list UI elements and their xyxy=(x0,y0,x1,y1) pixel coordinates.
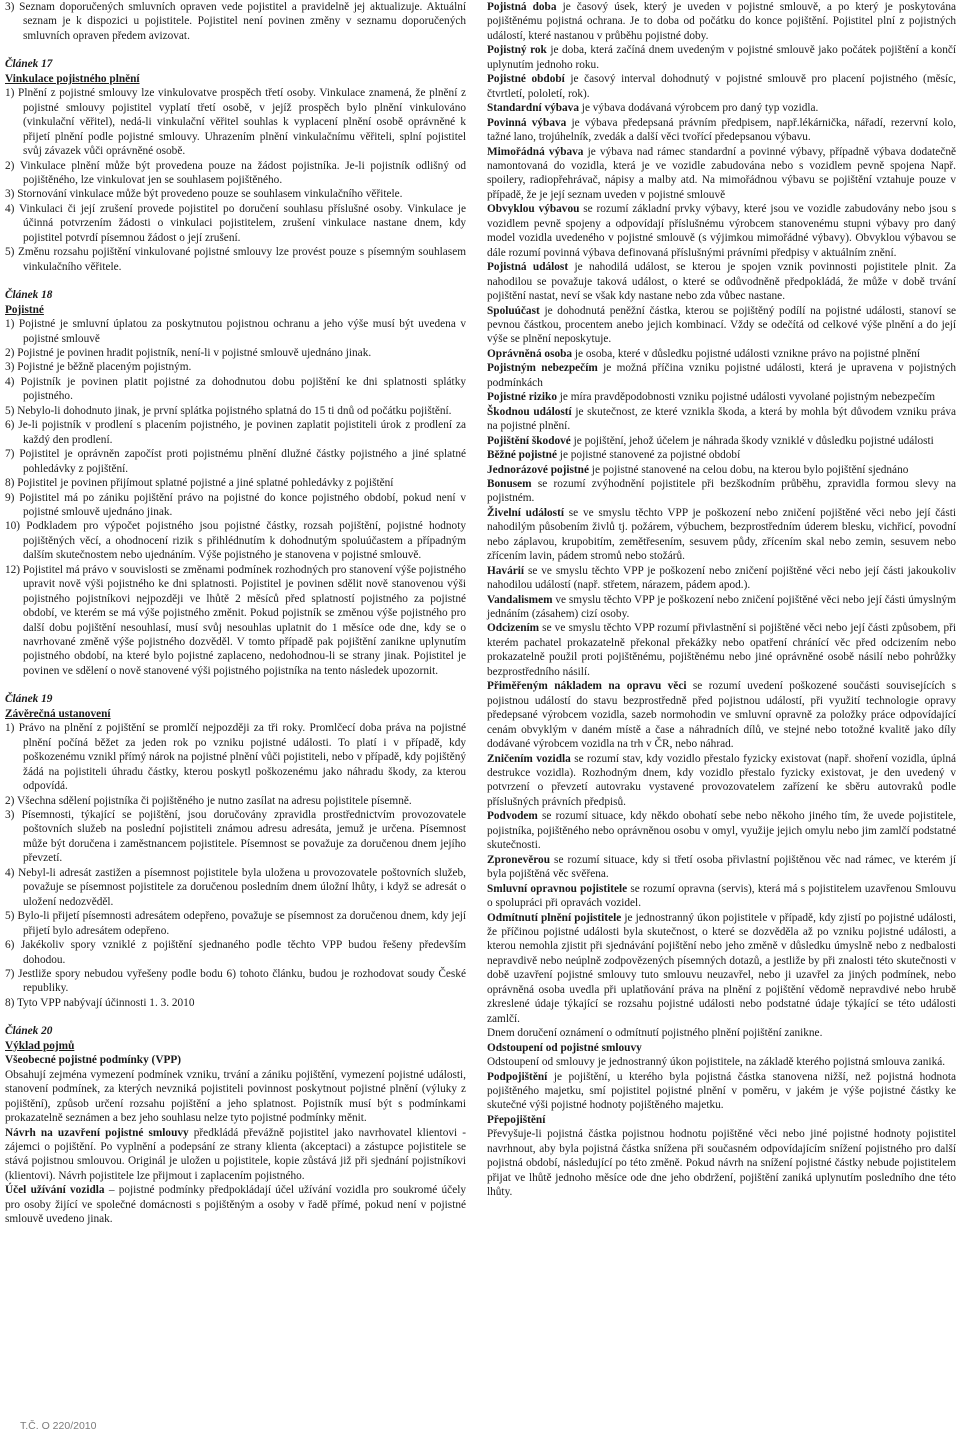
definition-text: se ve smyslu těchto VPP rozumí přivlastnění si pojištěné věci nebo její části způsobem, při kterém pachatel prokazatelně překonal překážky nebo opatření chránící věc před odcizením nebo prokazatelně použil proti pojištěnému, pojištěnému nebo jiné oprávněné osobě násilí nebo pohrůžky bezprostředního násilí. xyxy=(487,622,956,678)
definition-text: se rozumí stav, kdy vozidlo přestalo fyzicky existovat (např. shoření vozidla, úplná destrukce vozidla). Rozhodným dnem, kdy vozidlo přestalo fyzicky existovat, je den uvedený v potvrzení o převzetí autovraku vystavené provozovatelem zařízení ke sběru autovraků podle příslušných právních předpisů. xyxy=(487,752,956,808)
definition-term: Pojištění škodové xyxy=(487,434,571,447)
definition-paragraph xyxy=(487,477,956,506)
definition-text: je míra pravděpodobnosti vzniku pojistné události vyvolané pojistným nebezpečím xyxy=(556,391,936,404)
left-column xyxy=(5,0,466,1227)
definition-term: Standardní výbava xyxy=(487,102,579,115)
definition-term: Návrh na uzavření pojistné smlouvy xyxy=(5,1126,189,1139)
definition-paragraph xyxy=(487,506,956,564)
definition-paragraph xyxy=(487,260,956,303)
definition-text: je pojištění, jehož účelem je náhrada škody vzniklé v důsledku pojistné události xyxy=(570,434,934,447)
definition-term: Zpronevěrou xyxy=(487,853,550,866)
article-heading: Pojistné xyxy=(5,303,44,316)
definition-term: Mimořádná výbava xyxy=(487,145,584,158)
article-heading: Výklad pojmů xyxy=(5,1039,75,1052)
definition-text: se ve smyslu těchto VPP je poškození nebo zničení pojištěné věci nebo její části jakoukoliv nahodilou událostí (např. střetem, nárazem, pádem apod.). xyxy=(487,564,956,592)
definition-text: je časový úsek, který je uveden v pojistné smlouvě, a po který je poskytována pojištěnému pojistná ochrana. Je to doba od počátku do konce pojištění. Pojistitel plní z pojistných událostí, které nastanou v průběhu pojistné doby. xyxy=(487,1,956,42)
numbered-item: 3) Seznam doporučených smluvních opraven vede pojistitel a pravidelně jej aktualizuje. Aktuální seznam je k dispozici u pojistitele. Pojistitel není povinen změny v seznamu doporučených smluvních opraven předem avizovat. xyxy=(5,1,466,42)
definition-paragraph xyxy=(487,1070,956,1113)
numbered-item: 2) Všechna sdělení pojistníka či pojištěného je nutno zasílat na adresu pojistitele písemně. xyxy=(5,794,412,807)
numbered-item: 1) Právo na plnění z pojištění se promlčí nejpozději za tři roky. Promlčecí doba práva na pojistné plnění počíná běžet za jeden rok po vzniku pojistné události. To platí i v případě, kdy poškozenému vznikl přímý nárok na pojistné plnění vůči pojistiteli, nebo v případě, kdy pojištěný žádá na pojistiteli úhradu částky, kterou poskytl poškozenému jako náhradu škody, za kterou odpovídá. xyxy=(5,722,466,793)
right-column xyxy=(487,0,956,1200)
definition-paragraph xyxy=(5,1183,466,1226)
numbered-item: 9) Pojistitel má po zániku pojištění právo na pojistné do konce pojistného období, pokud není v pojistné smlouvě ujednáno jinak. xyxy=(5,491,466,518)
article-heading: Závěrečná ustanovení xyxy=(5,707,111,720)
definition-text: se rozumí zvýhodnění pojistitele při bezškodním průběhu, zpravidla formou slevy na pojistném. xyxy=(487,477,956,505)
definition-paragraph xyxy=(487,679,956,751)
article-number: Článek 18 xyxy=(5,289,53,302)
definition-text: je výbava dodávaná výrobcem pro daný typ vozidla. xyxy=(578,102,819,115)
definition-text: je pojistné stanovené za pojistné období xyxy=(556,449,741,462)
numbered-item: 5) Bylo-li přijetí písemnosti adresátem odepřeno, považuje se písemnost za doručenou dnem, kdy její přijetí bylo adresátem odepřeno. xyxy=(5,910,466,937)
article-number: Článek 17 xyxy=(5,58,53,71)
body-paragraph: Dnem doručení oznámení o odmítnutí pojistného plnění pojištění zanikne. xyxy=(487,1027,823,1040)
numbered-item: 7) Jestliže spory nebudou vyřešeny podle bodu 6) tohoto článku, budou je rozhodovat soudy České republiky. xyxy=(5,968,466,995)
article-number: Článek 19 xyxy=(5,693,53,706)
section-subheading: Všeobecné pojistné podmínky (VPP) xyxy=(5,1054,182,1067)
footer-code: T.Č. O 220/2010 xyxy=(20,1420,97,1432)
definition-text: je možná příčina vzniku pojistné události, která je upravena v pojistných podmínkách xyxy=(487,362,956,389)
definition-text: je doba, která začíná dnem uvedeným v pojistné smlouvě jako počátek pojištění a končí uplynutím jednoho roku. xyxy=(487,44,956,71)
numbered-item: 12) Pojistitel má právo v souvislosti se změnami podmínek rozhodných pro stanovení výše pojistného upravit nově výši pojistného ke dni splatnosti. Pojistitel je povinen sdělit nově stanovenou výši pojistného pojistníkovi nejpozději ve lhůtě 2 měsíců před splatností pojistného za pojistné období, ve kterém se má výše pojistného změnit. Pokud pojistník se změnou výše pojistného pro další dobu pojištění nesouhlasí, musí svůj nesouhlas uplatnit do 1 měsíce ode dne, kdy se o navrhované změně výše pojistného dozvěděl. V tomto případě pak pojištění zanikne uplynutím pojistného období, na které bylo pojistné zaplaceno, nedohodnou-li se strany jinak. Pojistitel je povinen ve sdělení o nově stanovené výši pojistného pojistníka na tento následek upozornit. xyxy=(5,563,466,677)
definition-term: Spoluúčast xyxy=(487,304,540,317)
definition-paragraph xyxy=(487,434,956,448)
definition-term: Obvyklou výbavou xyxy=(487,203,580,216)
definition-paragraph xyxy=(487,72,956,101)
definition-paragraph xyxy=(487,853,956,882)
article-heading: Vinkulace pojistného plnění xyxy=(5,72,140,85)
definition-paragraph xyxy=(487,101,956,115)
definition-text: – pojistné podmínky předpokládají účel užívání vozidla pro soukromé účely pro osoby žijící ve společné domácnosti s pojištěným a osoby v řadě přímé, pokud není v pojistné smlouvě uvedeno jinak. xyxy=(5,1184,466,1226)
definition-text: je výbava nad rámec standardní a povinné výbavy, případně výbava dodatečně namontovaná do vozidla, která je ve vozidle zabudována nebo s vozidlem pevně spojena Např. spoilery, radiopřehrávač, nápisy a malby atd. Na mimořádnou výbavu se pojištění vztahuje pouze v případě, že je její seznam uveden v pojistné smlouvě xyxy=(487,145,956,201)
definition-term: Pojistné období xyxy=(487,73,565,86)
definition-paragraph xyxy=(487,911,956,1027)
definition-term: Běžné pojistné xyxy=(487,449,557,462)
definition-text: je pojistné stanovené na celou dobu, na kterou bylo pojištění sjednáno xyxy=(588,463,909,476)
numbered-item: 4) Pojistník je povinen platit pojistné za dohodnutou dobu pojištění ke dni splatnosti splátky pojistného. xyxy=(5,375,466,403)
numbered-item: 7) Pojistitel je oprávněn započíst proti pojistnému plnění dlužné částky pojistného a jiné splatné pohledávky z pojištění. xyxy=(5,448,466,475)
body-paragraph: Převyšuje-li pojistná částka pojistnou hodnotu pojištěné věci nebo jiné pojistné hodnoty pojistitel navrhnout, aby byla pojistná částka snížena při současném odpovídajícím snížení pojistného pro další pojistná období, následující po této změně. Pokud návrh na snížení pojistné částky nebude pojistitelem přijat ve lhůtě jednoho měsíce ode dne jeho obdržení, pojištění zaniká uplynutím posledního dne této lhůty. xyxy=(487,1128,956,1199)
definition-paragraph xyxy=(487,347,956,361)
definition-term: Pojistný rok xyxy=(487,44,547,57)
definition-paragraph xyxy=(487,0,956,43)
definition-text: je skutečnost, ze které vznikla škoda, a která by mohla být důvodem vzniku práva na pojistné plnění. xyxy=(487,405,956,433)
definition-text: se rozumí situace, kdy někdo obohatí sebe nebo někoho jiného tím, že uvede pojistitele, pojistníka, pojištěného nebo oprávněnou osobu v omyl, využije jejich omylu nebo jim zamlčí podstatné skutečnosti. xyxy=(487,810,956,852)
numbered-item: 3) Písemnosti, týkající se pojištění, jsou doručovány zpravidla prostřednictvím provozovatele poštovních služeb na poslední pojistiteli známou adresu adresáta, jemuž je určena. Písemnost může být doručena i zaměstnancem pojistitele. Písemnost se považuje za doručenou dnem jejího převzetí. xyxy=(5,809,466,865)
definition-term: Povinná výbava xyxy=(487,116,567,129)
definition-paragraph xyxy=(487,145,956,203)
definition-paragraph xyxy=(487,882,956,911)
definition-paragraph xyxy=(487,43,956,72)
definition-term: Smluvní opravnou pojistitele xyxy=(487,882,628,895)
numbered-item: 1) Pojistné je smluvní úplatou za poskytnutou pojistnou ochranu a jeho výše musí být uvedena v pojistné smlouvě xyxy=(5,318,466,345)
numbered-item: 8) Pojistitel je povinen přijímout splatné pojistné a jiné splatné pohledávky z pojištění xyxy=(5,477,394,490)
numbered-item: 2) Pojistné je povinen hradit pojistník, není-li v pojistné smlouvě ujednáno jinak. xyxy=(5,346,372,359)
definition-paragraph xyxy=(487,593,956,622)
definition-paragraph xyxy=(487,564,956,593)
definition-term: Odmítnutí plnění pojistitele xyxy=(487,911,622,924)
numbered-item: 6) Je-li pojistník v prodlení s placením pojistného, je povinen zaplatit pojistiteli úrok z prodlení za každý den prodlení. xyxy=(5,419,466,446)
definition-text: je jednostranný úkon pojistitele v případě, kdy zjistí po pojistné události, že příčinou pojistné události byla skutečnost, o které se dozvěděla až po vzniku pojistné události, a kterou nemohla zjistit při sjednávání pojištění nebo jeho změně v důsledku úmyslně nebo z nedbalosti nepravdivě nebo neúplně zodpovězených písemných dotazů, a jestliže by při znalosti této skutečnosti v době uzavření pojistné smlouvy tuto smlouvu neuzavřel, nebo ji uzavřel za jiných podmínek, nebo oprávněná osoba uvedla při uplatňování práva na plnění z pojištění vědomě nepravdivé nebo hrubě zkreslené údaje týkající se rozsahu pojistné události nebo podstatné údaje týkající se této události zamlčí. xyxy=(487,911,956,1025)
body-paragraph: Odstoupení od smlouvy je jednostranný úkon pojistitele, na základě kterého pojistná smlouva zaniká. xyxy=(487,1056,946,1069)
definition-term: Účel užívání vozidla xyxy=(5,1184,105,1197)
numbered-item: 5) Změnu rozsahu pojištění vinkulované pojistné smlouvy lze provést pouze s písemným souhlasem vinkulačního věřitele. xyxy=(5,246,466,273)
numbered-item: 3) Pojistné je běžně placeným pojistným. xyxy=(5,361,192,374)
definition-term: Pojistná událost xyxy=(487,261,569,274)
definition-text: je dohodnutá peněžní částka, kterou se pojištěný podílí na pojistné události, stanoví se pevnou částkou, procentem anebo jejich kombinací. Vždy se odečítá od celkové výše plnění a do její výše se plnění neposkytuje. xyxy=(487,304,956,346)
numbered-item: 5) Nebylo-li dohodnuto jinak, je první splátka pojistného splatná do 15 ti dnů od počátku pojištění. xyxy=(5,404,452,417)
numbered-item: 3) Stornování vinkulace může být provedeno pouze se souhlasem vinkulačního věřitele. xyxy=(5,188,403,201)
definition-text: ve smyslu těchto VPP je poškození nebo zničení pojištěné věci nebo její části úmyslným jednáním (zásahem) cizí osoby. xyxy=(487,593,956,621)
definition-text: je pojištění, u kterého byla pojistná částka stanovena nižší, než pojistná hodnota pojištěného majetku, smí pojistitel pojistné plnění v poměru, v jakém je výše pojistné částky ke skutečné výši pojistné hodnoty pojištěného majetku. xyxy=(487,1070,956,1112)
definition-paragraph xyxy=(5,1126,466,1184)
definition-text: se ve smyslu těchto VPP je poškození nebo zničení pojištěné věci nebo její části nahodilým působením živlů tj. požárem, výbuchem, bezprostředním úderem blesku, vichřicí, povodní nebo záplavou, krupobitím, zemětřesením, sesuvem půdy, zřícením skal nebo zemin, sesuvem nebo zřícením lavin, pádem stromů nebo stožárů. xyxy=(487,506,956,563)
numbered-item: 10) Podkladem pro výpočet pojistného jsou pojistné částky, rozsah pojištění, pojistné hodnoty pojištěných věcí, a ohodnocení rizik s přihlédnutím k dohodnutým spoluúčastem a případným dalším skutečnostem nebo ujednáním. Výše pojistného je stanovena v pojistné smlouvě. xyxy=(5,520,466,562)
definition-term: Jednorázové pojistné xyxy=(487,463,589,476)
definition-text: je osoba, které v důsledku pojistné události vznikne právo na pojistné plnění xyxy=(572,347,920,360)
definition-paragraph xyxy=(487,304,956,347)
definition-term: Odcizením xyxy=(487,622,540,635)
definition-text: je výbava předepsaná právním předpisem, např.lékárnička, nářadí, rezervní kolo, tažné lano, trojúhelník, zvedák a další věci tvořící předepsanou výbavu. xyxy=(487,116,956,144)
numbered-item: 2) Vinkulace plnění může být provedena pouze na žádost pojistníka. Je-li pojistník odlišný od pojištěného, lze vinkulovat jen se souhlasem pojištěného. xyxy=(5,159,466,186)
body-paragraph: Obsahují zejména vymezení podmínek vzniku, trvání a zániku pojištění, vymezení pojistné události, stanovení podmínek, za kterých nevzniká pojistiteli povinnost poskytnout pojistné plnění (výluky z pojištění), způsob určení rozsahu pojištění a jeho splatnost. Pojistník musí být s podmínkami prokazatelně seznámen a bez jeho souhlasu nelze tyto pojistné podmínky měnit. xyxy=(5,1068,466,1125)
article-number: Článek 20 xyxy=(5,1025,53,1038)
definition-term: Bonusem xyxy=(487,477,532,490)
definition-term: Podpojištění xyxy=(487,1070,548,1083)
definition-text: předkládá převážně pojistitel jako navrhovatel klientovi - zájemci o pojištění. Po vyplnění a podepsání ze strany klienta (akceptaci) a zástupce pojistitele se stává pojistnou smlouvou. Originál je uložen u pojistitele, kopie zůstává již při sjednání pojistníkovi (klientovi). Návrh pojistitele lze přijmout i zaplacením pojistného. xyxy=(5,1126,467,1182)
definition-term: Pojistným nebezpečím xyxy=(487,362,598,375)
definition-paragraph xyxy=(487,621,956,679)
definition-text: se rozumí opravna (servis), která má s pojistitelem uzavřenou Smlouvu o spolupráci při opravách vozidel. xyxy=(487,882,956,910)
definition-paragraph xyxy=(487,202,956,260)
section-subheading: Přepojištění xyxy=(487,1113,546,1126)
definition-term: Pojistné riziko xyxy=(487,391,557,404)
definition-paragraph xyxy=(487,448,956,462)
numbered-item: 4) Nebyl-li adresát zastižen a písemnost pojistitele byla uložena u provozovatele poštovních služeb, považuje se písemnost pojistitele za doručenou posledním dnem úložní lhůty, i když se adresát o uložení nedozvěděl. xyxy=(5,866,466,908)
numbered-item: 4) Vinkulaci či její zrušení provede pojistitel po doručení souhlasu příslušné osoby. Vinkulace je účinná potvrzením žádosti o vinkulaci pojistitelem, zrušení vinkulace nastane dnem, kdy pojistitel potvrdí písemnou žádost o její zrušení. xyxy=(5,202,466,244)
definition-paragraph xyxy=(487,463,956,477)
definition-term: Oprávněná osoba xyxy=(487,347,573,360)
definition-term: Podvodem xyxy=(487,810,538,823)
section-subheading: Odstoupení od pojistné smlouvy xyxy=(487,1041,642,1054)
definition-term: Zničením vozidla xyxy=(487,752,571,765)
numbered-item: 8) Tyto VPP nabývají účinnosti 1. 3. 2010 xyxy=(5,996,195,1009)
definition-paragraph xyxy=(487,361,956,390)
definition-term: Vandalismem xyxy=(487,593,553,606)
numbered-item: 1) Plnění z pojistné smlouvy lze vinkulovatve prospěch třetí osoby. Vinkulace znamená, že plnění z pojistné smlouvy pojistitel vyplatí třetí osobě, v jejíž prospěch bylo plnění vinkulováno (vinkulační věřitel), nedá-li vinkulační věřitel souhlas k vyplacení plnění osobě oprávněné k přijetí plnění podle pojistné smlouvy. Uhrazením plnění vinkulačnímu věřiteli, splní pojistitel svůj závazek vůči oprávněné osobě. xyxy=(5,87,466,158)
definition-term: Škodnou událostí xyxy=(487,405,572,418)
definition-text: se rozumí uvedení poškozené součásti souvisejících s pojistnou událostí do stavu bezprostředně před pojistnou událostí, při využití technologie opravy předepsané výrobcem vozidla, sazeb normohodin ve smluvní opravně za položky práce odpovídající cenám obvyklým v daném místě a čase a náhradních dílů, ve stejné nebo totožné kvalitě jako díly dodávané výrobcem vozidla na trh v ČR, nebo náhrad. xyxy=(487,680,956,751)
definition-paragraph xyxy=(487,390,956,404)
numbered-item: 6) Jakékoliv spory vzniklé z pojištění sjednaného podle těchto VPP budou řešeny především dohodou. xyxy=(5,939,466,966)
definition-text: je nahodilá událost, se kterou je spojen vznik povinnosti pojistitele plnit. Za nahodilou se považuje taková událost, o které se odůvodněně předpokládá, že může v době trvání pojištění nastat, neví se však kdy nastane nebo zda vůbec nastane. xyxy=(487,261,956,303)
definition-paragraph xyxy=(487,752,956,810)
definition-term: Havárií xyxy=(487,564,525,577)
definition-term: Živelní událostí xyxy=(487,506,564,519)
definition-term: Přiměřeným nákladem na opravu věci xyxy=(487,680,687,693)
definition-paragraph xyxy=(487,809,956,852)
definition-text: se rozumí situace, kdy si třetí osoba přivlastní pojištěnou věc nad rámec, ve kterém jí byla pojištěná věc svěřena. xyxy=(487,853,956,881)
definition-paragraph xyxy=(487,405,956,434)
definition-paragraph xyxy=(487,116,956,145)
definition-term: Pojistná doba xyxy=(487,1,557,13)
definition-text: se rozumí základní prvky výbavy, které jsou ve vozidle zabudovány nebo jsou s vozidlem pevně spojeny a odpovídají příslušnému výrobcem stanovenému stupni výbavy pro daný model vozidla uvedeného v pojistné smlouvě (s výjimkou mimořádné výbavy). Obvyklou výbavou se dále rozumí povinná výbava definovaná příslušnými právními předpisy v aktuálním znění. xyxy=(487,203,956,259)
definition-text: je časový interval dohodnutý v pojistné smlouvě pro placení pojistného (měsíc, čtvrtletí, pololetí, rok). xyxy=(487,73,956,100)
